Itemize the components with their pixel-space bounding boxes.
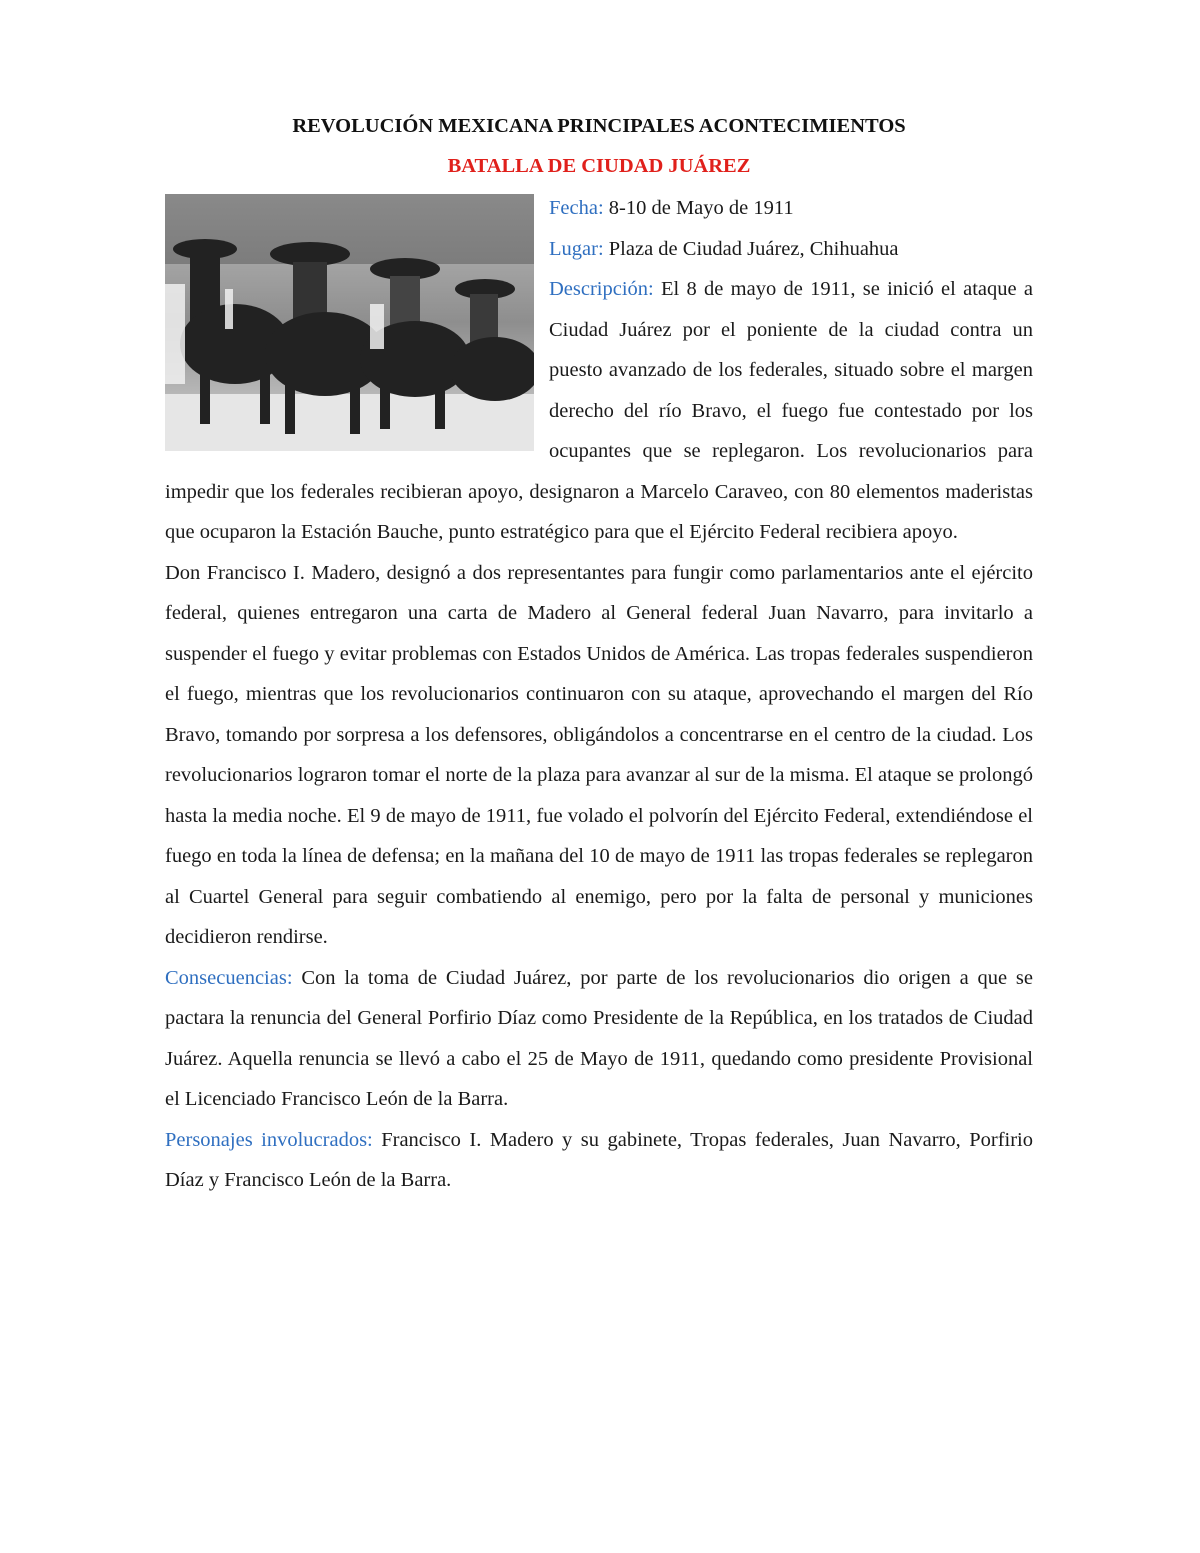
document-content xyxy=(165,108,1033,1201)
document-subtitle: BATALLA DE CIUDAD JUÁREZ xyxy=(447,155,751,177)
lugar-value: Plaza de Ciudad Juárez, Chihuahua xyxy=(603,237,899,260)
personajes-paragraph xyxy=(165,1120,1033,1201)
battle-photo-illustration xyxy=(165,194,534,451)
battle-photo xyxy=(165,194,534,451)
fecha-value: 8-10 de Mayo de 1911 xyxy=(603,197,794,219)
consecuencias-paragraph xyxy=(165,958,1033,1120)
personajes-label: Personajes involucrados: xyxy=(165,1128,373,1151)
descripcion-label: Descripción: xyxy=(549,278,654,300)
lugar-label: Lugar: xyxy=(549,237,604,260)
consecuencias-text: Con la toma de Ciudad Juárez, por parte de los revolucionarios dio origen a que se pactara la renuncia del General Porfirio Díaz como Presidente de la República, en los tratados de Ciudad Juárez. Aquella renuncia se llevó a cabo el 25 de Mayo de 1911, quedando como presidente Provisional el Licenciado Francisco León de la Barra. xyxy=(165,966,1033,1110)
descripcion-text: El 8 de mayo de 1911, se inició el ataque a Ciudad Juárez por el poniente de la ciudad contra un puesto avanzado de los federales, situado sobre el margen derecho del río Bravo, el fuego fue contestado por los ocupantes que se replegaron. Los revolucionarios para impedir que los federales recibieran apoyo, designaron a Marcelo Caraveo, con 80 elementos maderistas que ocuparon la Estación Bauche, punto estratégico para que el Ejército Federal recibiera apoyo. xyxy=(165,278,1033,543)
fecha-label: Fecha: xyxy=(549,197,604,219)
personajes-text: Francisco I. Madero y su gabinete, Tropas federales, Juan Navarro, Porfirio Díaz y Francisco León de la Barra. xyxy=(165,1128,1033,1191)
document-title: REVOLUCIÓN MEXICANA PRINCIPALES ACONTECIMIENTOS xyxy=(292,115,906,137)
consecuencias-label: Consecuencias: xyxy=(165,966,293,989)
madero-paragraph: Don Francisco I. Madero, designó a dos representantes para fungir como parlamentarios ante el ejército federal, quienes entregaron una carta de Madero al General federal Juan Navarro, para invitarlo a suspender el fuego y evitar problemas con Estados Unidos de América. Las tropas federales suspendieron el fuego, mientras que los revolucionarios continuaron con su ataque, aprovechando el margen del Río Bravo, tomando por sorpresa a los defensores, obligándolos a concentrarse en el centro de la ciudad. Los revolucionarios lograron tomar el norte de la plaza para avanzar al sur de la misma. El ataque se prolongó hasta la media noche. El 9 de mayo de 1911, fue volado el polvorín del Ejército Federal, extendiéndose el fuego en toda la línea de defensa; en la mañana del 10 de mayo de 1911 las tropas federales se replegaron al Cuartel General para seguir combatiendo al enemigo, pero por la falta de personal y municiones decidieron rendirse. xyxy=(165,561,1033,948)
